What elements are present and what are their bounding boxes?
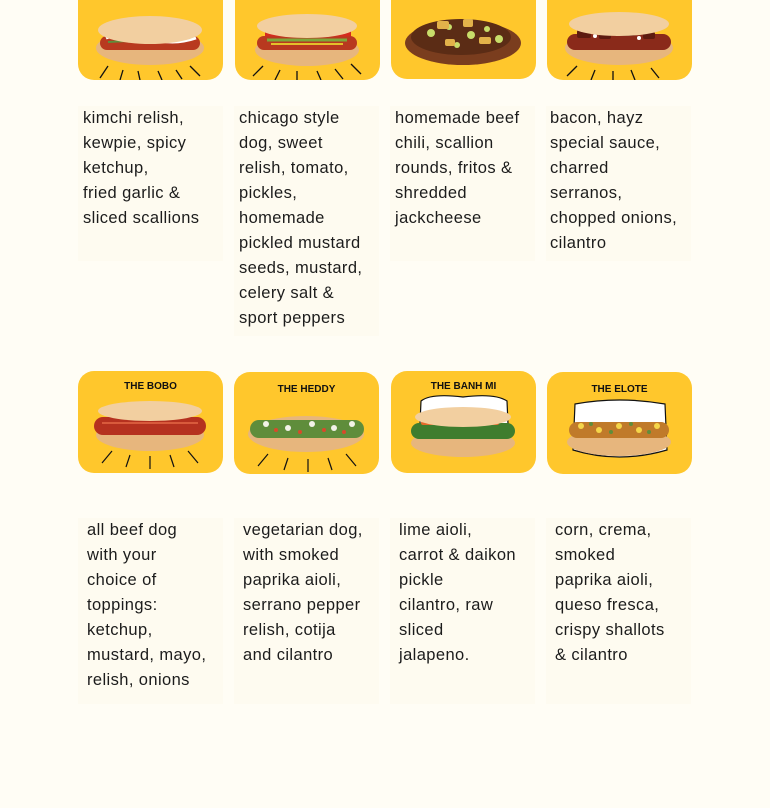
description-line: celery salt &	[239, 284, 335, 302]
description-line: mustard, mayo,	[87, 646, 207, 664]
hotdog-image-bobo	[78, 371, 223, 473]
description-line: chicago style	[239, 109, 340, 127]
description-chicago	[234, 106, 379, 336]
card-title: THE HEDDY	[277, 384, 336, 395]
description-line: serrano pepper	[243, 596, 361, 614]
description-line: with your	[87, 546, 157, 564]
description-bobo	[78, 518, 223, 704]
description-line: paprika aioli,	[243, 571, 342, 589]
description-heddy	[234, 518, 379, 704]
card-title: THE ELOTE	[591, 384, 648, 395]
hotdog-image-elote	[547, 372, 692, 474]
description-line: relish, tomato,	[239, 159, 349, 177]
description-line: sport peppers	[239, 309, 346, 327]
description-hayz	[546, 106, 691, 261]
description-line: chili, scallion	[395, 134, 494, 152]
description-line: paprika aioli,	[555, 571, 654, 589]
description-line: charred	[550, 159, 609, 177]
description-line: carrot & daikon	[399, 546, 516, 564]
description-line: & cilantro	[555, 646, 628, 664]
description-kimchi	[78, 106, 223, 261]
description-line: bacon, hayz	[550, 109, 644, 127]
description-line: dog, sweet	[239, 134, 323, 152]
description-line: sliced scallions	[83, 209, 200, 227]
card-title: THE BANH MI	[430, 381, 497, 392]
description-line: pickled mustard	[239, 234, 361, 252]
description-line: cilantro, raw	[399, 596, 494, 614]
description-line: choice of	[87, 571, 157, 589]
description-line: toppings:	[87, 596, 158, 614]
description-line: crispy shallots	[555, 621, 665, 639]
description-line: relish, onions	[87, 671, 190, 689]
description-line: fried garlic &	[83, 184, 181, 202]
description-line: ketchup,	[87, 621, 153, 639]
description-line: corn, crema,	[555, 521, 652, 539]
description-line: sliced	[399, 621, 444, 639]
description-line: pickle	[399, 571, 444, 589]
hotdog-image-kimchi	[78, 0, 223, 80]
hotdog-image-heddy	[234, 372, 379, 474]
description-line: shredded	[395, 184, 468, 202]
description-elote	[546, 518, 691, 704]
description-line: jackcheese	[395, 209, 482, 227]
description-line: and cilantro	[243, 646, 334, 664]
description-line: serranos,	[550, 184, 623, 202]
description-line: all beef dog	[87, 521, 178, 539]
description-line: kimchi relish,	[83, 109, 184, 127]
description-line: smoked	[555, 546, 616, 564]
description-line: ketchup,	[83, 159, 149, 177]
card-title: THE BOBO	[124, 381, 177, 392]
description-line: chopped onions,	[550, 209, 678, 227]
description-line: with smoked	[243, 546, 340, 564]
description-line: homemade	[239, 209, 325, 227]
hotdog-image-banhmi	[391, 371, 536, 473]
description-line: queso fresca,	[555, 596, 660, 614]
hotdog-image-chili	[391, 0, 536, 79]
description-line: rounds, fritos &	[395, 159, 513, 177]
description-banhmi	[390, 518, 535, 704]
description-line: vegetarian dog,	[243, 521, 363, 539]
description-line: homemade beef	[395, 109, 520, 127]
description-line: jalapeno.	[399, 646, 470, 664]
description-line: cilantro	[550, 234, 607, 252]
description-line: seeds, mustard,	[239, 259, 363, 277]
hotdog-image-hayz	[547, 0, 692, 80]
description-line: pickles,	[239, 184, 298, 202]
description-line: special sauce,	[550, 134, 661, 152]
hotdog-image-chicago	[235, 0, 380, 80]
description-line: relish, cotija	[243, 621, 336, 639]
description-line: kewpie, spicy	[83, 134, 187, 152]
description-chili	[390, 106, 535, 261]
description-line: lime aioli,	[399, 521, 473, 539]
